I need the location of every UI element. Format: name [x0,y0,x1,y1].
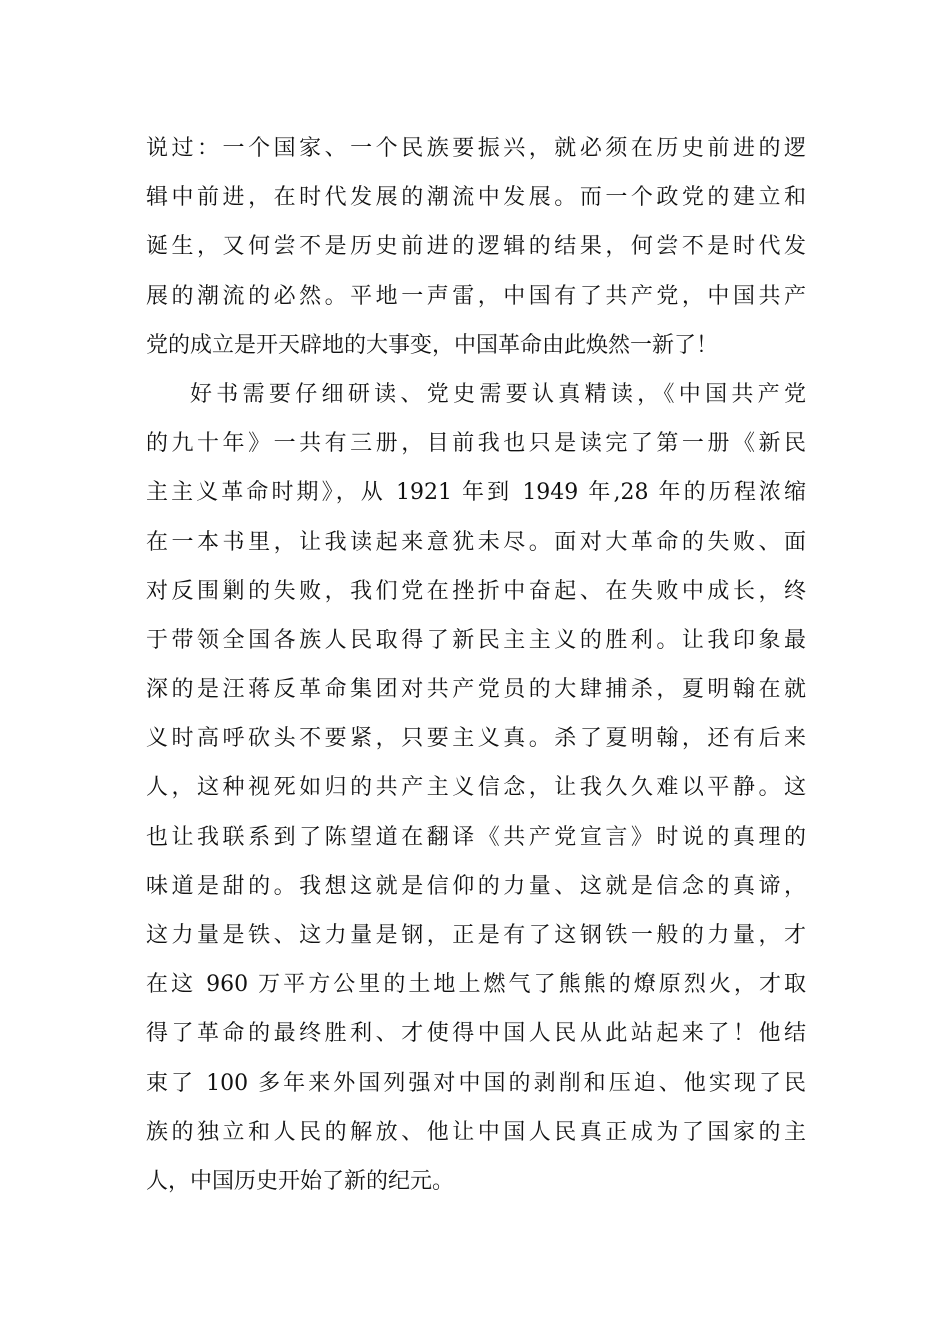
text-line: 于带领全国各族人民取得了新民主主义的胜利。让我印象最 [146,627,806,653]
text-line: 在一本书里，让我读起来意犹未尽。面对大革命的失败、面 [146,529,806,555]
text-line: 人，中国历史开始了新的纪元。 [146,1168,455,1194]
text-line: 说过：一个国家、一个民族要振兴，就必须在历史前进的逻 [146,136,806,161]
text-line: 党的成立是开天辟地的大事变，中国革命由此焕然一新了！ [146,332,719,358]
paragraph-start-line: 好书需要仔细研读、党史需要认真精读，《中国共产党 [190,381,806,407]
text-line: 束了 100 多年来外国列强对中国的剥削和压迫、他实现了民 [146,1070,806,1096]
text-line: 这力量是铁、这力量是钢，正是有了这钢铁一般的力量，才 [146,923,806,948]
text-line: 义时高呼砍头不要紧，只要主义真。杀了夏明翰，还有后来 [146,726,806,752]
text-line: 得了革命的最终胜利、才使得中国人民从此站起来了！他结 [146,1021,806,1047]
text-line: 在这 960 万平方公里的土地上燃气了熊熊的燎原烈火，才取 [146,972,806,998]
text-line: 深的是汪蒋反革命集团对共产党员的大肆捕杀，夏明翰在就 [146,677,806,703]
text-line: 的九十年》一共有三册，目前我也只是读完了第一册《新民 [146,431,806,457]
text-line: 辑中前进，在时代发展的潮流中发展。而一个政党的建立和 [146,185,806,211]
text-line: 诞生，又何尝不是历史前进的逻辑的结果，何尝不是时代发 [146,234,806,260]
text-line: 味道是甜的。我想这就是信仰的力量、这就是信念的真谛， [146,873,806,899]
text-line: 对反围剿的失败，我们党在挫折中奋起、在失败中成长，终 [146,578,806,604]
body-text [146,124,806,1206]
text-line: 族的独立和人民的解放、他让中国人民真正成为了国家的主 [146,1119,806,1145]
text-line: 主主义革命时期》，从 1921 年到 1949 年,28 年的历程浓缩 [146,480,806,506]
text-line: 展的潮流的必然。平地一声雷，中国有了共产党，中国共产 [146,283,806,309]
text-line: 人，这种视死如归的共产主义信念，让我久久难以平静。这 [146,775,806,801]
text-line: 也让我联系到了陈望道在翻译《共产党宣言》时说的真理的 [146,824,806,850]
